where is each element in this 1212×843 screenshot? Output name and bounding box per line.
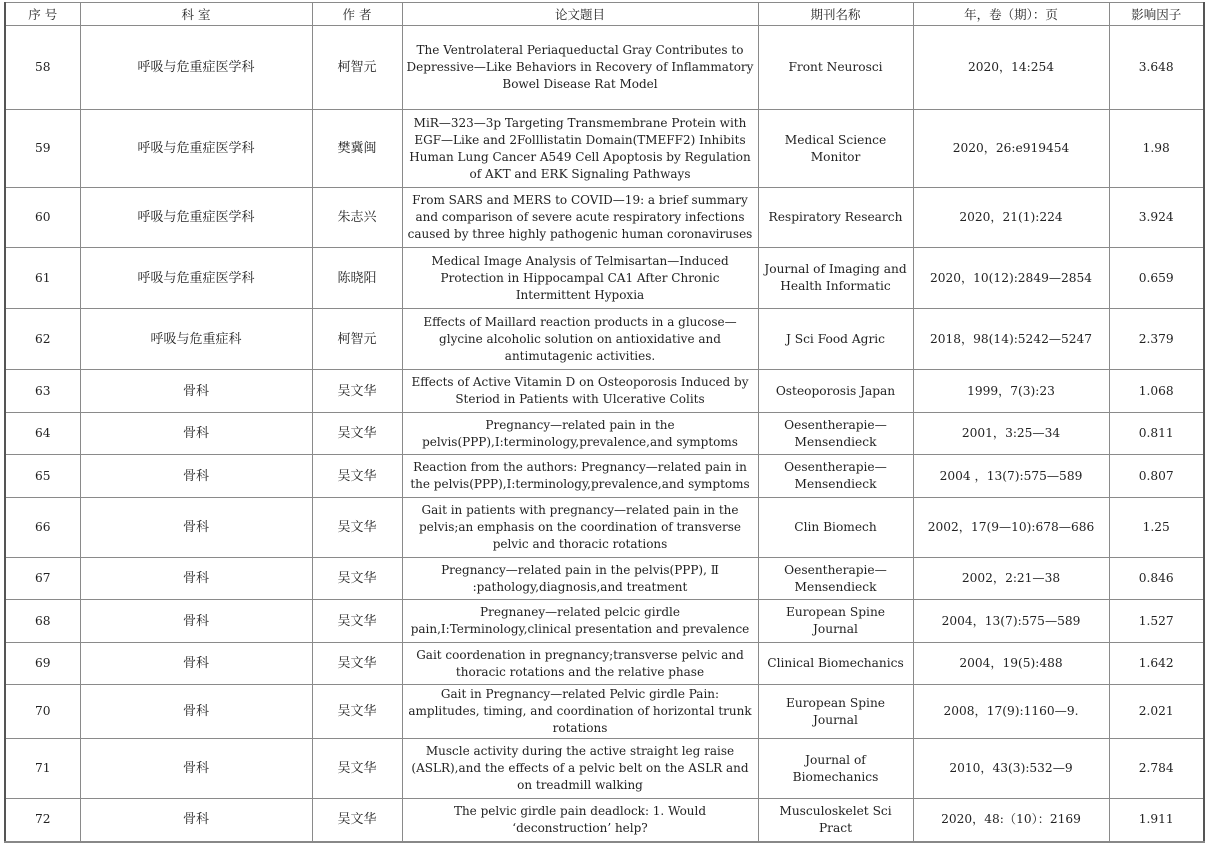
- cell-serial-number: 67: [5, 558, 80, 600]
- cell-year-volume-page: 2010，43(3):532—9: [913, 739, 1109, 799]
- cell-journal-name: Journal of Imaging and Health Informatic: [758, 248, 913, 309]
- header-year-volume-page: 年，卷（期）：页: [913, 3, 1109, 26]
- cell-impact-factor: 0.659: [1109, 248, 1204, 309]
- table-row: [5, 248, 1204, 309]
- cell-paper-title: From SARS and MERS to COVID—19: a brief summary and comparison of severe acute respiratory infections caused by three highly pathogenic human coronaviruses: [402, 188, 758, 248]
- cell-journal-name: Journal of Biomechanics: [758, 739, 913, 799]
- cell-department: 呼吸与危重症医学科: [80, 188, 312, 248]
- cell-year-volume-page: 2020，10(12):2849—2854: [913, 248, 1109, 309]
- cell-paper-title: Effects of Maillard reaction products in a glucose—glycine alcoholic solution on antioxidative and antimutagenic activities.: [402, 309, 758, 370]
- cell-journal-name: European Spine Journal: [758, 685, 913, 739]
- table-row: [5, 413, 1204, 455]
- table-row: [5, 26, 1204, 110]
- cell-department: 骨科: [80, 413, 312, 455]
- cell-serial-number: 66: [5, 498, 80, 558]
- cell-department: 骨科: [80, 685, 312, 739]
- cell-paper-title: Gait in patients with pregnancy—related pain in the pelvis;an emphasis on the coordination of transverse pelvic and thoracic rotations: [402, 498, 758, 558]
- cell-author: 吴文华: [312, 643, 402, 685]
- cell-journal-name: Oesentherapie—Mensendieck: [758, 558, 913, 600]
- cell-author: 吴文华: [312, 455, 402, 498]
- cell-journal-name: European Spine Journal: [758, 600, 913, 643]
- cell-impact-factor: 2.379: [1109, 309, 1204, 370]
- cell-journal-name: Musculoskelet Sci Pract: [758, 799, 913, 842]
- cell-journal-name: Medical Science Monitor: [758, 110, 913, 188]
- cell-author: 吴文华: [312, 413, 402, 455]
- cell-year-volume-page: 2002，2:21—38: [913, 558, 1109, 600]
- header-journal-name: 期刊名称: [758, 3, 913, 26]
- cell-author: 柯智元: [312, 26, 402, 110]
- cell-author: 吴文华: [312, 739, 402, 799]
- publication-table: [4, 2, 1205, 843]
- cell-author: 朱志兴: [312, 188, 402, 248]
- table-row: [5, 685, 1204, 739]
- cell-year-volume-page: 2004，19(5):488: [913, 643, 1109, 685]
- cell-department: 骨科: [80, 643, 312, 685]
- cell-author: 吴文华: [312, 498, 402, 558]
- cell-journal-name: Osteoporosis Japan: [758, 370, 913, 413]
- cell-year-volume-page: 2020，21(1):224: [913, 188, 1109, 248]
- table-row: [5, 739, 1204, 799]
- cell-paper-title: Pregnancy—related pain in the pelvis(PPP),I:terminology,prevalence,and symptoms: [402, 413, 758, 455]
- cell-impact-factor: 3.924: [1109, 188, 1204, 248]
- cell-paper-title: Medical Image Analysis of Telmisartan—Induced Protection in Hippocampal CA1 After Chronic Intermittent Hypoxia: [402, 248, 758, 309]
- cell-paper-title: Gait coordenation in pregnancy;transverse pelvic and thoracic rotations and the relative phase: [402, 643, 758, 685]
- cell-serial-number: 65: [5, 455, 80, 498]
- cell-serial-number: 60: [5, 188, 80, 248]
- cell-year-volume-page: 1999，7(3):23: [913, 370, 1109, 413]
- cell-year-volume-page: 2001，3:25—34: [913, 413, 1109, 455]
- header-author: 作 者: [312, 3, 402, 26]
- cell-serial-number: 64: [5, 413, 80, 455]
- cell-year-volume-page: 2020，26:e919454: [913, 110, 1109, 188]
- cell-year-volume-page: 2008，17(9):1160—9.: [913, 685, 1109, 739]
- cell-journal-name: Oesentherapie—Mensendieck: [758, 413, 913, 455]
- cell-impact-factor: 1.98: [1109, 110, 1204, 188]
- table-row: [5, 455, 1204, 498]
- cell-author: 吴文华: [312, 558, 402, 600]
- publication-table-page: [4, 2, 1203, 843]
- cell-year-volume-page: 2002，17(9—10):678—686: [913, 498, 1109, 558]
- cell-impact-factor: 1.527: [1109, 600, 1204, 643]
- header-department: 科 室: [80, 3, 312, 26]
- cell-impact-factor: 1.25: [1109, 498, 1204, 558]
- cell-author: 柯智元: [312, 309, 402, 370]
- cell-year-volume-page: 2004，13(7):575—589: [913, 600, 1109, 643]
- cell-serial-number: 58: [5, 26, 80, 110]
- table-row: [5, 600, 1204, 643]
- header-impact-factor: 影响因子: [1109, 3, 1204, 26]
- cell-journal-name: J Sci Food Agric: [758, 309, 913, 370]
- cell-serial-number: 59: [5, 110, 80, 188]
- cell-journal-name: Front Neurosci: [758, 26, 913, 110]
- cell-year-volume-page: 2020，14:254: [913, 26, 1109, 110]
- cell-journal-name: Oesentherapie—Mensendieck: [758, 455, 913, 498]
- cell-paper-title: Muscle activity during the active straight leg raise (ASLR),and the effects of a pelvic belt on the ASLR and on treadmill walking: [402, 739, 758, 799]
- table-row: [5, 188, 1204, 248]
- cell-impact-factor: 0.807: [1109, 455, 1204, 498]
- cell-department: 骨科: [80, 799, 312, 842]
- cell-department: 骨科: [80, 498, 312, 558]
- cell-impact-factor: 2.784: [1109, 739, 1204, 799]
- cell-serial-number: 70: [5, 685, 80, 739]
- table-row: [5, 498, 1204, 558]
- header-paper-title: 论文题目: [402, 3, 758, 26]
- cell-paper-title: Reaction from the authors: Pregnancy—related pain in the pelvis(PPP),I:terminology,prevalence,and symptoms: [402, 455, 758, 498]
- cell-year-volume-page: 2004 ，13(7):575—589: [913, 455, 1109, 498]
- cell-paper-title: MiR—323—3p Targeting Transmembrane Protein with EGF—Like and 2Folllistatin Domain(TMEFF2) Inhibits Human Lung Cancer A549 Cell Apoptosis by Regulation of AKT and ERK Signaling Pathways: [402, 110, 758, 188]
- cell-paper-title: Gait in Pregnancy—related Pelvic girdle Pain: amplitudes, timing, and coordination of horizontal trunk rotations: [402, 685, 758, 739]
- cell-department: 呼吸与危重症医学科: [80, 110, 312, 188]
- cell-author: 樊冀闽: [312, 110, 402, 188]
- table-header-row: [5, 3, 1204, 26]
- cell-impact-factor: 1.068: [1109, 370, 1204, 413]
- cell-paper-title: Pregnancy—related pain in the pelvis(PPP), Ⅱ :pathology,diagnosis,and treatment: [402, 558, 758, 600]
- cell-serial-number: 69: [5, 643, 80, 685]
- table-row: [5, 799, 1204, 842]
- table-body: [5, 26, 1204, 842]
- cell-journal-name: Clin Biomech: [758, 498, 913, 558]
- cell-author: 吴文华: [312, 600, 402, 643]
- header-serial-number: 序 号: [5, 3, 80, 26]
- cell-serial-number: 62: [5, 309, 80, 370]
- cell-paper-title: The Ventrolateral Periaqueductal Gray Contributes to Depressive—Like Behaviors in Recovery of Inflammatory Bowel Disease Rat Model: [402, 26, 758, 110]
- table-row: [5, 370, 1204, 413]
- table-row: [5, 309, 1204, 370]
- table-row: [5, 558, 1204, 600]
- cell-department: 骨科: [80, 370, 312, 413]
- cell-serial-number: 63: [5, 370, 80, 413]
- cell-department: 呼吸与危重症医学科: [80, 248, 312, 309]
- table-row: [5, 643, 1204, 685]
- cell-serial-number: 61: [5, 248, 80, 309]
- cell-impact-factor: 1.911: [1109, 799, 1204, 842]
- cell-impact-factor: 1.642: [1109, 643, 1204, 685]
- cell-impact-factor: 3.648: [1109, 26, 1204, 110]
- table-row: [5, 110, 1204, 188]
- cell-department: 呼吸与危重症科: [80, 309, 312, 370]
- cell-author: 吴文华: [312, 685, 402, 739]
- cell-paper-title: The pelvic girdle pain deadlock: 1. Would ‘deconstruction’ help?: [402, 799, 758, 842]
- cell-department: 骨科: [80, 455, 312, 498]
- cell-department: 骨科: [80, 558, 312, 600]
- cell-year-volume-page: 2018，98(14):5242—5247: [913, 309, 1109, 370]
- cell-impact-factor: 0.846: [1109, 558, 1204, 600]
- cell-year-volume-page: 2020，48:（10）：2169: [913, 799, 1109, 842]
- cell-journal-name: Clinical Biomechanics: [758, 643, 913, 685]
- cell-serial-number: 72: [5, 799, 80, 842]
- cell-author: 陈晓阳: [312, 248, 402, 309]
- cell-department: 骨科: [80, 600, 312, 643]
- cell-paper-title: Pregnaney—related pelcic girdle pain,I:Terminology,clinical presentation and prevalence: [402, 600, 758, 643]
- cell-department: 骨科: [80, 739, 312, 799]
- cell-paper-title: Effects of Active Vitamin D on Osteoporosis Induced by Steriod in Patients with Ulcerative Colits: [402, 370, 758, 413]
- cell-author: 吴文华: [312, 370, 402, 413]
- cell-department: 呼吸与危重症医学科: [80, 26, 312, 110]
- cell-journal-name: Respiratory Research: [758, 188, 913, 248]
- cell-serial-number: 71: [5, 739, 80, 799]
- cell-impact-factor: 0.811: [1109, 413, 1204, 455]
- cell-serial-number: 68: [5, 600, 80, 643]
- cell-author: 吴文华: [312, 799, 402, 842]
- cell-impact-factor: 2.021: [1109, 685, 1204, 739]
